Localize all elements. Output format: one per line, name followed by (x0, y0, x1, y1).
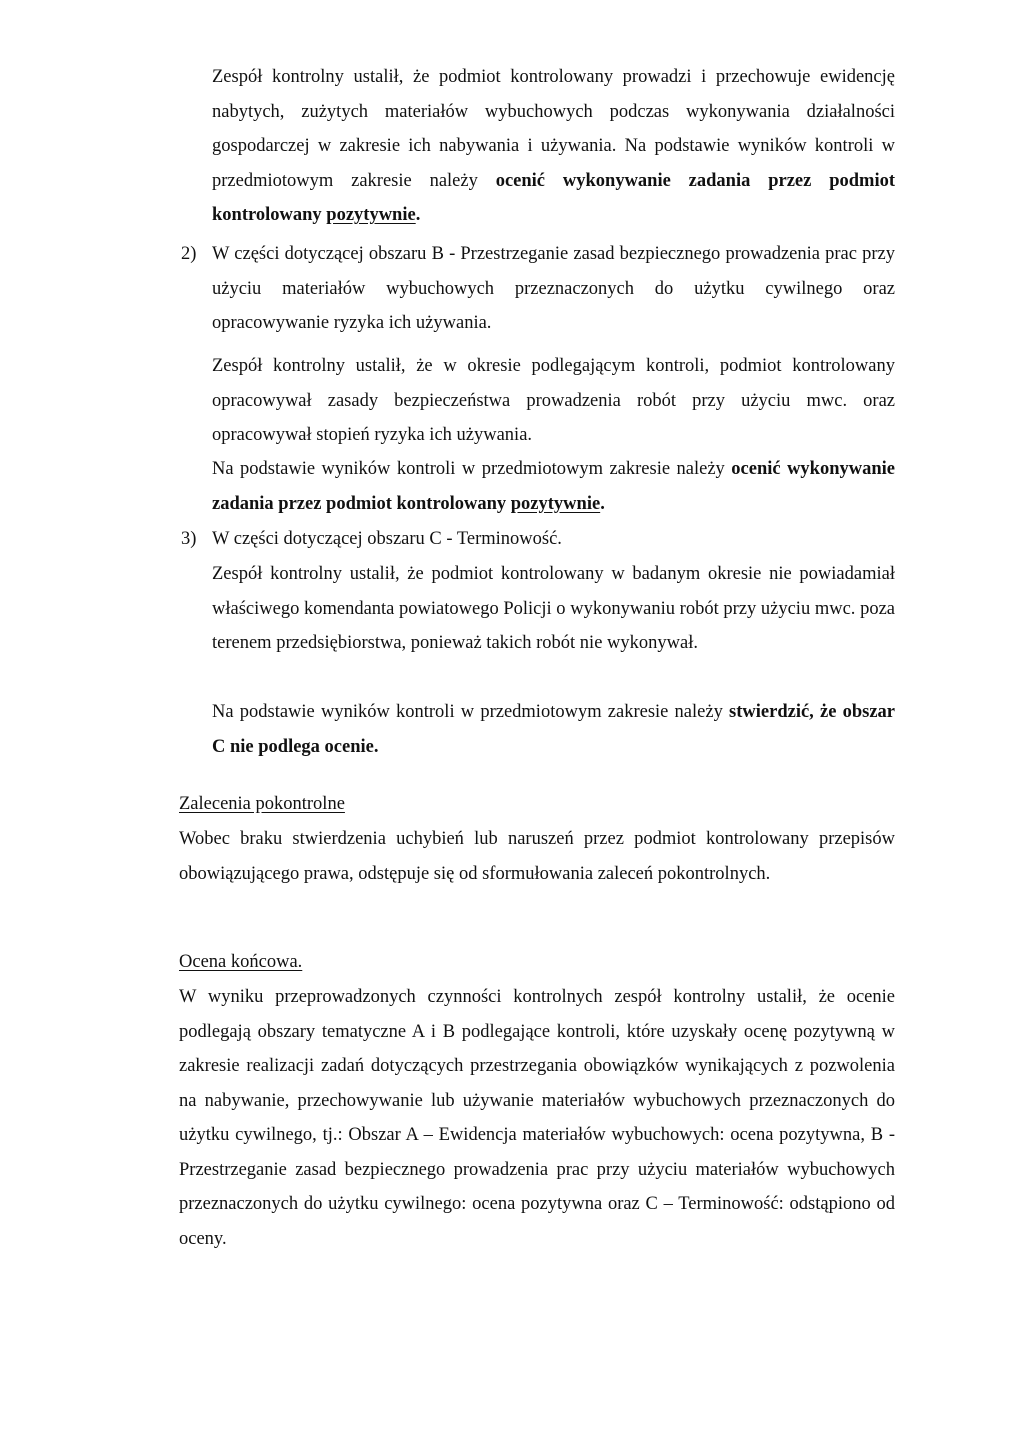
section-c-conclusion-bold: stwierdzić, że obszar C nie podlega ocenie. (212, 702, 896, 757)
section-b-conclusion-bold: ocenić wykonywanie zadania przez podmiot kontrolowany (212, 459, 896, 514)
section-b-conclusion-verdict: pozytywnie (510, 493, 601, 514)
section-a-conclusion-bold: ocenić wykonywanie zadania przez podmiot kontrolowany (212, 170, 895, 225)
section-c-conclusion-text: Na podstawie wyników kontroli w przedmiotowym zakresie należy (212, 702, 730, 722)
section-a-finding-paragraph (212, 60, 895, 233)
section-a-conclusion-verdict: pozytywnie (326, 205, 416, 225)
recommendations-text: Wobec braku stwierdzenia uchybień lub naruszeń przez podmiot kontrolowany przepisów obowiązującego prawa, odstępuje się od sformułowania zaleceń pokontrolnych. (179, 829, 895, 884)
section-b-conclusion (212, 452, 895, 521)
section-b-title: W części dotyczącej obszaru B - Przestrzeganie zasad bezpiecznego prowadzenia prac przy użyciu materiałów wybuchowych przeznaczonych do użytku cywilnego oraz opracowywanie ryzyka ich używania. (212, 244, 895, 333)
final-assessment-text: W wyniku przeprowadzonych czynności kontrolnych zespół kontrolny ustalił, że ocenie podlegają obszary tematyczne A i B podlegające kontroli, które uzyskały ocenę pozytywną w zakresie realizacji zadań dotyczących przestrzegania obowiązków wynikających z pozwolenia na nabywanie, przechowywanie lub używanie materiałów wybuchowych przeznaczonych do użytku cywilnego, tj.: Obszar A – Ewidencja materiałów wybuchowych: ocena pozytywna, B - Przestrzeganie zasad bezpiecznego prowadzenia prac przy użyciu materiałów wybuchowych przeznaczonych do użytku cywilnego: ocena pozytywna oraz C – Terminowość: odstąpiono od oceny. (179, 987, 895, 1249)
final-assessment-heading: Ocena końcowa. (179, 952, 303, 972)
section-b-conclusion-text: Na podstawie wyników kontroli w przedmiotowym zakresie należy (212, 459, 732, 479)
section-c-finding: Zespół kontrolny ustalił, że podmiot kontrolowany w badanym okresie nie powiadamiał właściwego komendanta powiatowego Policji o wykonywaniu robót przy użyciu mwc. poza terenem przedsiębiorstwa, ponieważ takich robót nie wykonywał. (212, 564, 895, 653)
section-c-number: 3) (181, 529, 197, 549)
section-a-finding-text: Zespół kontrolny ustalił, że podmiot kontrolowany prowadzi i przechowuje ewidencję nabytych, zużytych materiałów wybuchowych podczas wykonywania działalności gospodarczej w zakresie ich nabywania i używania. Na podstawie wyników kontroli w przedmiotowym zakresie należy (212, 67, 895, 191)
section-c-title: W części dotyczącej obszaru C - Terminowość. (212, 529, 562, 549)
section-b-conclusion-end: . (600, 493, 605, 514)
section-b-number: 2) (181, 244, 197, 264)
section-b-finding: Zespół kontrolny ustalił, że w okresie podlegającym kontroli, podmiot kontrolowany opracowywał zasady bezpieczeństwa prowadzenia robót przy użyciu mwc. oraz opracowywał stopień ryzyka ich używania. (212, 356, 895, 445)
section-a-conclusion-end: . (415, 205, 421, 225)
recommendations-heading: Zalecenia pokontrolne (179, 794, 345, 814)
section-c-conclusion (212, 695, 895, 764)
